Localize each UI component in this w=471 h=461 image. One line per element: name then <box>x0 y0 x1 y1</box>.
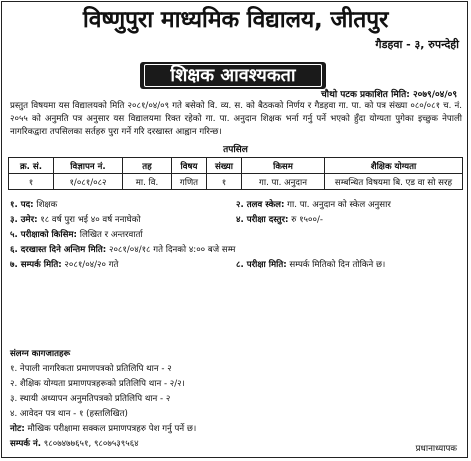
table-header-row <box>9 158 463 174</box>
table-row <box>9 174 463 190</box>
salary-label: २. तलव स्केल: <box>236 199 285 210</box>
list-item: २. शैक्षिक योग्यता प्रमाणपत्रहरूको प्रतिलिपि थान - २/२। <box>10 378 185 389</box>
col-ad-no: विज्ञापन नं. <box>54 158 123 174</box>
vacancy-table <box>8 157 463 190</box>
exam-date-label: ८. परीक्षा मिति: <box>236 259 287 270</box>
cell-subject: गणित <box>172 174 207 190</box>
published-line <box>321 87 457 100</box>
detail-row-2 <box>10 211 462 226</box>
salary-value: गा. पा. अनुदान को स्केल अनुसार <box>287 199 391 210</box>
age-value: १८ वर्ष पुरा भई ४० वर्ष ननाघेको <box>40 214 141 225</box>
attachments-heading: संलग्न कागजातहरू <box>10 349 71 359</box>
contact-value: ९८०७४७७६५१, ९८०७५३९५६४ <box>43 438 139 449</box>
age-item <box>10 213 236 225</box>
school-address: गैडहवा - ३, रुपन्देही <box>375 38 459 51</box>
col-serial: क्र. सं. <box>9 158 54 174</box>
detail-row-5 <box>10 256 462 271</box>
post-label: १. पद: <box>10 199 34 210</box>
exam-type-label: ५. परीक्षाको किसिम: <box>10 229 77 240</box>
post-value: शिक्षक <box>36 199 58 210</box>
list-item: ३. स्थायी अध्यापन अनुमतिपत्रको प्रतिलिपि थान - २ <box>10 393 171 404</box>
note-line <box>10 420 462 435</box>
contact-date-item <box>10 258 236 270</box>
salary-item <box>236 198 391 210</box>
deadline-label: ६. दरखास्त दिने अन्तिम मिति: <box>10 244 107 255</box>
note-value: मौखिक परीक्षामा सक्कल प्रमाणपत्रहरु पेश गर्नु पर्ने छ। <box>27 423 197 434</box>
fee-label: ४. परीक्षा दस्तुर: <box>236 214 289 225</box>
exam-type-value: लिखित र अन्तरवार्ता <box>79 229 143 240</box>
exam-date-item <box>236 258 385 270</box>
contact-line <box>10 435 462 450</box>
list-item: ४. आवेदन पत्र थान - १ (हस्तलिखित) <box>10 408 128 419</box>
notice-banner: शिक्षक आवश्यकता <box>140 62 326 89</box>
post-item <box>10 198 236 210</box>
cell-qualification: सम्बन्धित विषयमा बि. एड वा सो सरह <box>325 174 463 190</box>
details-list <box>10 196 462 271</box>
col-type: किसम <box>242 158 325 174</box>
intro-paragraph: प्रस्तुत विषयमा यस विद्यालयको मिति २०८१/०४/०९ गते बसेको वि. व्य. स. को बैठकको निर्णय र गैडहवा गा. पा. को पत्र संख्या ०८०/०८१ च. नं. २०५५ को अनुमति पत्र अनुसार यस विद्यालयमा रिक्त रहेको गा. पा. अनुदान शिक्षक भर्ना गर्नु पर्ने भएको हुँदा योग्यता पुगेका इच्छुक नेपाली नागरिकद्वारा तपसिलका सर्तहरु पुरा गर्ने गरि दरखास्त आह्वान गरिन्छ। <box>10 101 462 137</box>
age-label: ३. उमेर: <box>10 214 38 225</box>
fee-item <box>236 213 323 225</box>
cell-level: मा. वि. <box>123 174 172 190</box>
detail-row-1 <box>10 196 462 211</box>
deadline-value: २०८१/०४/१८ गते दिनको ४:०० बजे सम्म <box>108 244 236 255</box>
tapasil-heading: तपसिल <box>223 145 248 155</box>
col-qualification: शैक्षिक योग्यता <box>325 158 463 174</box>
contact-date-label: ७. सम्पर्क मिति: <box>10 259 62 270</box>
school-name: विष्णुपुरा माध्यमिक विद्यालय, जीतपुर <box>82 7 389 33</box>
signatory: प्रधानाध्यापक <box>415 444 457 454</box>
contact-date-value: २०८१/०४/२० गते <box>64 259 119 270</box>
cell-serial: १ <box>9 174 54 190</box>
col-subject: विषय <box>172 158 207 174</box>
note-label: नोट: <box>10 423 25 434</box>
cell-type: गा. पा. अनुदान <box>242 174 325 190</box>
list-item: १. नेपाली नागरिकता प्रमाणपत्रको प्रतिलिपि थान - २ <box>10 363 172 374</box>
cell-ad-no: १/०८१/०८२ <box>54 174 123 190</box>
col-count: संख्या <box>207 158 242 174</box>
col-level: तह <box>123 158 172 174</box>
contact-label: सम्पर्क नं. <box>10 438 42 449</box>
cell-count: १ <box>207 174 242 190</box>
exam-date-value: सम्पर्क मितिको दिन तोकिने छ। <box>289 259 386 270</box>
fee-value: रु १५००/- <box>291 214 323 225</box>
exam-type-item <box>10 226 462 241</box>
published-date: २०७९/०४/०९ <box>412 90 457 100</box>
deadline-item <box>10 241 462 256</box>
published-label: चौथो पटक प्रकाशित मिति: <box>321 90 410 100</box>
attachments-list <box>10 360 462 450</box>
